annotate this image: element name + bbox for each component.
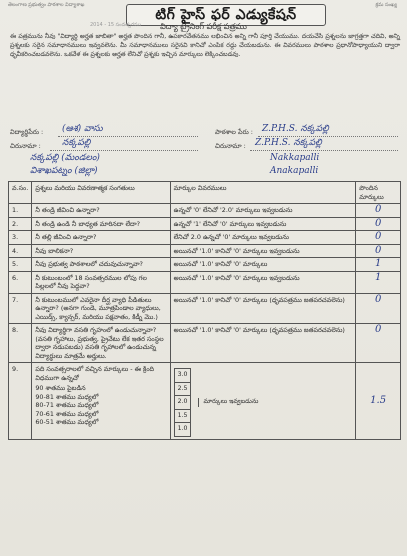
range-list <box>35 384 166 427</box>
row-score: 0 <box>356 244 401 258</box>
row-question: పది సంవత్సరాలలో వచ్చిన మార్కులు - ఈ క్రింది విధముగా ఉన్నచో <box>35 365 155 382</box>
header-detail: మార్కుల వివరములు <box>170 182 356 204</box>
row-detail: అయినచో '1.0' కానిచో '0' మార్కులు (ధృవపత్రము జతపరచవలెను) <box>170 293 356 324</box>
row-num: 5. <box>9 258 32 272</box>
school-label: పాఠశాల పేరు : <box>215 128 253 136</box>
row-detail: ఉన్నచో '0' లేనిచో '2.0' మార్కులు ఇవ్వబడును <box>170 204 356 218</box>
document-subtitle: విద్యా ట్రైనింగ్ పరీక్ష పత్రము <box>160 22 247 31</box>
row-question: నీవు బాలికనా? <box>32 244 170 258</box>
range-item: 70-61 శాతము మధ్యలో <box>35 409 99 418</box>
row-num: 8. <box>9 324 32 363</box>
marks-value: 1.5 <box>174 409 191 423</box>
marks-value: 2.5 <box>174 382 191 396</box>
row-question: నీవు ప్రభుత్వ పాఠశాలలో చదువుచున్నావా? <box>32 258 170 272</box>
address-value-1: నక్కపల్లి <box>62 138 91 148</box>
range-item: 90 శాతము పైబడిన <box>35 384 86 392</box>
document-title: టిగ్ హైస్ ఫర్ ఎడ్యుకేషన్ <box>155 7 297 23</box>
row-question-cell <box>32 363 170 440</box>
name-dotline <box>58 136 198 137</box>
row-detail: లేనిచో 2.0 ఉన్నచో '0' మార్కులు ఇవ్వబడును <box>170 231 356 245</box>
student-name-label: విద్యార్థిపేరు : <box>10 128 44 136</box>
row-detail: ఉన్నచో '1' లేనిచో '0' మార్కులు ఇవ్వబడును <box>170 217 356 231</box>
range-item: 90-81 శాతము మధ్యలో <box>35 392 99 401</box>
row-num: 4. <box>9 244 32 258</box>
marks-detail: మార్కులు ఇవ్వబడును <box>198 398 258 407</box>
table-row <box>9 258 401 272</box>
top-right-text: క్రమ సంఖ్య <box>375 2 397 8</box>
row-num: 9. <box>9 363 32 440</box>
row-score: 0 <box>356 293 401 324</box>
header-score: పొందిన మార్కులు <box>356 182 401 204</box>
school-value: Z.P.H.S. నక్కపల్లి <box>262 124 329 134</box>
marks-value: 2.0 <box>174 396 191 410</box>
intro-paragraph: ఈ పత్రమును నీవు "విద్యార్థి అర్హత జాబితా" అర్హత పొందిన గానీ, ఉపకారవేతనము లభించిన అన్ని గానీ పూర్తి చేయుము. దయచేసి ప్రశ్నలను జాగ్రత్తగా చదివి, అన్ని ప్రశ్నలకు సరైన సమాధానములు ఇవ్వవలెను. మీ సమాధానములు సరైనవి కానిచో ఎంపిక రద్దు చేయబడును. ఈ వివరములు పాఠశాల ప్రధానోపాధ్యాయుని ద్వారా ధృవీకరించబడవలెను. ఒకవేళ ఈ ప్రశ్నలకు అర్హత లేనిచో ప్రశ్నకు ఇచ్చిన మార్కులు లెక్కించబడవు. <box>10 33 400 58</box>
range-item: 60-51 శాతము మధ్యలో <box>35 418 99 426</box>
row-question: నీ తండ్రి ఉండి నీ బాధ్యత మారినదా లేదా? <box>32 217 170 231</box>
table-row <box>9 271 401 293</box>
top-left-text: తెలంగాణ ప్రభుత్వం పాఠశాల విద్యాశాఖ <box>8 2 85 8</box>
faint-year-line: 2014 - 15 సంవత్సరము <box>90 22 142 28</box>
table-header-row <box>9 182 401 204</box>
row-detail-cell <box>170 363 356 440</box>
marks-value: 3.0 <box>174 369 191 383</box>
table-row <box>9 231 401 245</box>
address-label-2: చిరునామా : <box>215 142 246 150</box>
row-num: 3. <box>9 231 32 245</box>
marks-subtable <box>174 368 262 437</box>
table-row <box>9 363 401 440</box>
questions-table <box>8 181 401 440</box>
district-value: విశాఖపట్నం (జిల్లా) <box>30 166 98 176</box>
student-name-value: (ఆశ) వాసు <box>62 124 103 134</box>
header-question: ప్రశ్నలు మరియు వివరణాత్మక సంగతులు <box>32 182 170 204</box>
district-en: Anakapalli <box>270 166 319 176</box>
row-score: 1 <box>356 258 401 272</box>
row-question: నీ తండ్రి జీవించి ఉన్నారా? <box>32 204 170 218</box>
address-label: చిరునామా : <box>10 142 41 150</box>
table-row <box>9 244 401 258</box>
row-score: 0 <box>356 204 401 218</box>
table-row <box>9 217 401 231</box>
row-num: 2. <box>9 217 32 231</box>
table-row <box>9 324 401 363</box>
row-num: 7. <box>9 293 32 324</box>
row-detail: అయినచో '1.0' కానిచో '0' మార్కులు (ధృవపత్రము జతపరచవలెను) <box>170 324 356 363</box>
address-dotline <box>50 150 198 151</box>
range-item: 80-71 శాతము మధ్యలో <box>35 401 99 409</box>
mandal-value: నక్కపల్లి (మండలం) <box>30 153 100 163</box>
row-score: 1.5 <box>356 363 401 440</box>
table-row <box>9 293 401 324</box>
school-dotline <box>258 136 398 137</box>
row-score: 0 <box>356 324 401 363</box>
row-question: నీ కుటుంబంలో 18 సంవత్సరముల లోపు గల పిల్లలలో నీవు పెద్దవా? <box>32 271 170 293</box>
row-question: నీవు విద్యార్థిగా వసతి గృహంలో ఉండుచున్నావా? (వసతి గృహాలు, ప్రభుత్వ, ప్రైవేటు లేక ఇతర సంస్థల ద్వారా నడుపబడు) వసతి గృహాలలో ఉండుచున్న విద్యార్థులు మాత్రమే అర్హులు. <box>32 324 170 363</box>
row-detail: అయినచో '1.0' కానిచో '0' మార్కులు <box>170 258 356 272</box>
row-detail: అయినచో '1.0' కానిచో '0' మార్కులు ఇవ్వబడును <box>170 244 356 258</box>
marks-value: 1.0 <box>174 423 191 437</box>
row-question: నీ కుటుంబములో ఎవరైనా దీర్ఘ వ్యాధి పీడితులు ఉన్నారా? (అనగా గుండె, మూత్రపిండాల వ్యాధులు, ఎయిడ్స్, క్యాన్సర్, మరియు పక్షవాతం, కిడ్నీ మొ.) <box>32 293 170 324</box>
row-score: 0 <box>356 217 401 231</box>
address-value-2: Z.P.H.S. నక్కపల్లి <box>255 138 322 148</box>
address-dotline-2 <box>250 150 398 151</box>
row-num: 6. <box>9 271 32 293</box>
row-question: నీ తల్లి జీవించి ఉన్నారా? <box>32 231 170 245</box>
row-score: 1 <box>356 271 401 293</box>
mandal-en: Nakkapalli <box>270 153 320 163</box>
row-detail: అయినచో '1.0' కానిచో '0' మార్కులు ఇవ్వబడును <box>170 271 356 293</box>
header-serial: వ.సం. <box>9 182 32 204</box>
row-score: 0 <box>356 231 401 245</box>
row-num: 1. <box>9 204 32 218</box>
table-row <box>9 204 401 218</box>
